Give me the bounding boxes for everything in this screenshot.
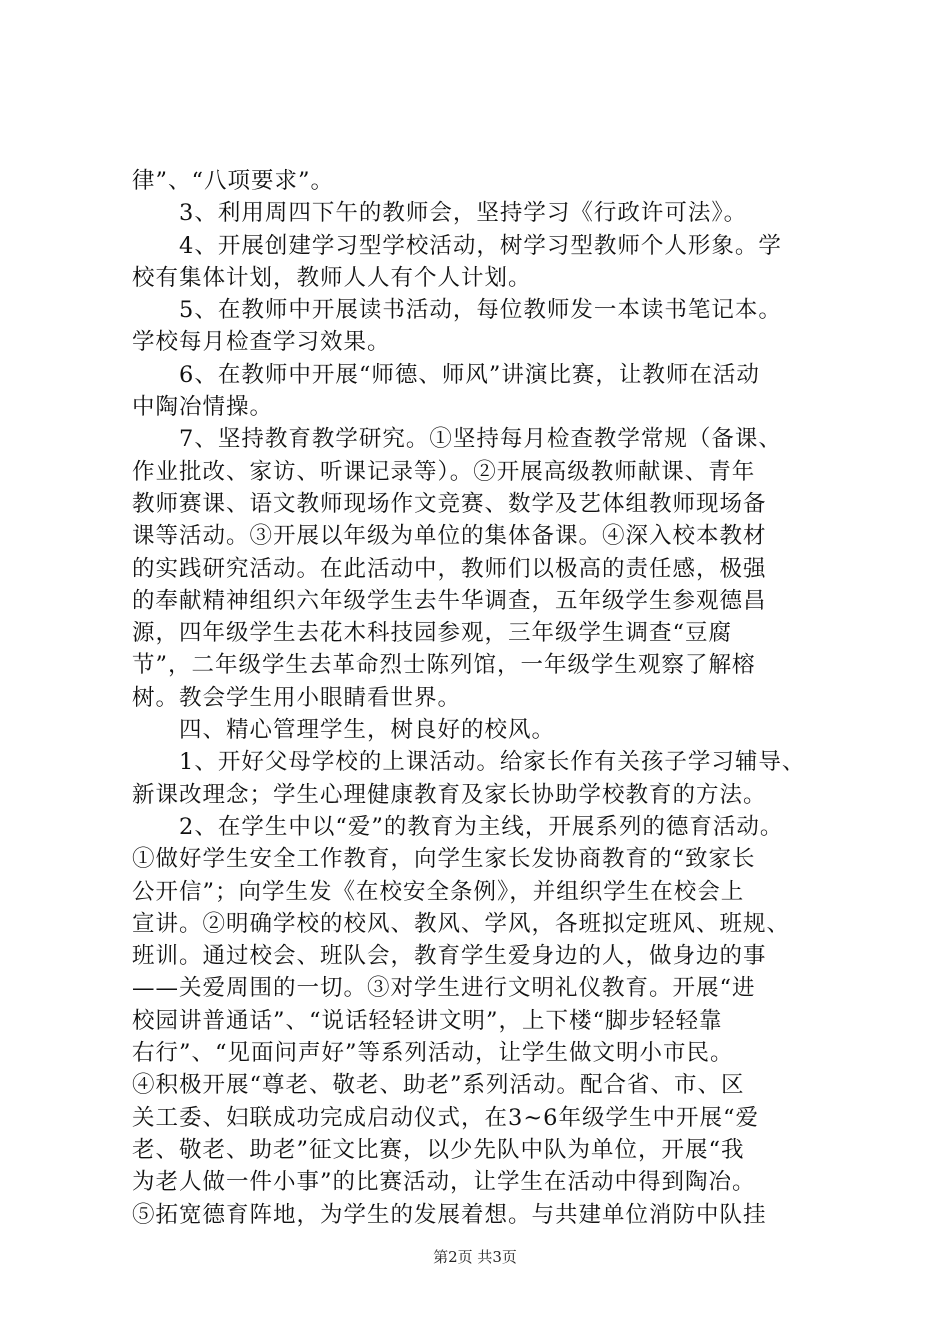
text-line: 校园讲普通话”、“说话轻轻讲文明”，上下楼“脚步轻轻靠 xyxy=(132,1007,723,1034)
text-line: 新课改理念；学生心理健康教育及家长协助学校教育的方法。 xyxy=(132,781,767,808)
text-line: 节”，二年级学生去革命烈士陈列馆，一年级学生观察了解榕 xyxy=(132,652,756,679)
text-line: ——关爱周围的一切。③对学生进行文明礼仪教育。开展“进 xyxy=(132,975,756,1002)
text-line: 律”、“八项要求”。 xyxy=(132,168,335,194)
text-line: 右行”、“见面问声好”等系列活动，让学生做文明小市民。 xyxy=(132,1040,734,1067)
text-line: 树。教会学生用小眼睛看世界。 xyxy=(132,684,462,711)
text-line: ①做好学生安全工作教育，向学生家长发协商教育的“致家长 xyxy=(132,846,756,873)
text-line: 公开信”；向学生发《在校安全条例》，并组织学生在校会上 xyxy=(132,878,745,905)
text-line: 中陶冶情操。 xyxy=(132,394,274,421)
text-line: 3、利用周四下午的教师会，坚持学习《行政许可法》。 xyxy=(132,200,748,227)
text-line: 2、在学生中以“爱”的教育为主线，开展系列的德育活动。 xyxy=(132,813,784,840)
text-line: 为老人做一件小事”的比赛活动，让学生在活动中得到陶冶。 xyxy=(132,1169,756,1196)
page-number-footer: 第2页 共3页 xyxy=(433,1248,517,1266)
text-line: 老、敬老、助老”征文比赛，以少先队中队为单位，开展“我 xyxy=(132,1136,745,1163)
section-heading: 四、精心管理学生，树良好的校风。 xyxy=(132,717,556,744)
text-line: 作业批改、家访、听课记录等）。②开展高级教师献课、青年 xyxy=(132,458,756,485)
body-text xyxy=(132,165,832,1231)
text-line: 5、在教师中开展读书活动，每位教师发一本读书笔记本。 xyxy=(132,297,782,324)
text-line: 学校每月检查学习效果。 xyxy=(132,329,391,356)
text-line: 的奉献精神组织六年级学生去牛华调查，五年级学生参观德昌 xyxy=(132,587,767,614)
text-line: 课等活动。③开展以年级为单位的集体备课。④深入校本教材 xyxy=(132,523,767,550)
text-line: ⑤拓宽德育阵地，为学生的发展着想。与共建单位消防中队挂 xyxy=(132,1201,767,1228)
text-line: 教师赛课、语文教师现场作文竞赛、数学及艺体组教师现场备 xyxy=(132,490,767,517)
text-line: ④积极开展“尊老、敬老、助老”系列活动。配合省、市、区 xyxy=(132,1072,745,1099)
text-line: 的实践研究活动。在此活动中，教师们以极高的责任感，极强 xyxy=(132,555,767,582)
text-line: 关工委、妇联成功完成启动仪式，在3~6年级学生中开展“爱 xyxy=(132,1104,759,1131)
text-line: 班训。通过校会、班队会，教育学生爱身边的人，做身边的事 xyxy=(132,943,767,970)
text-line: 6、在教师中开展“师德、师风”讲演比赛，让教师在活动 xyxy=(132,361,760,388)
text-line: 源，四年级学生去花木科技园参观，三年级学生调查“豆腐 xyxy=(132,620,733,647)
text-line: 校有集体计划，教师人人有个人计划。 xyxy=(132,264,532,291)
text-line: 4、开展创建学习型学校活动，树学习型教师个人形象。学 xyxy=(132,232,782,259)
text-line: 1、开好父母学校的上课活动。给家长作有关孩子学习辅导、 xyxy=(132,749,806,776)
text-line: 7、坚持教育教学研究。①坚持每月检查教学常规（备课、 xyxy=(132,426,782,453)
text-line: 宣讲。②明确学校的校风、教风、学风，各班拟定班风、班规、 xyxy=(132,910,791,937)
